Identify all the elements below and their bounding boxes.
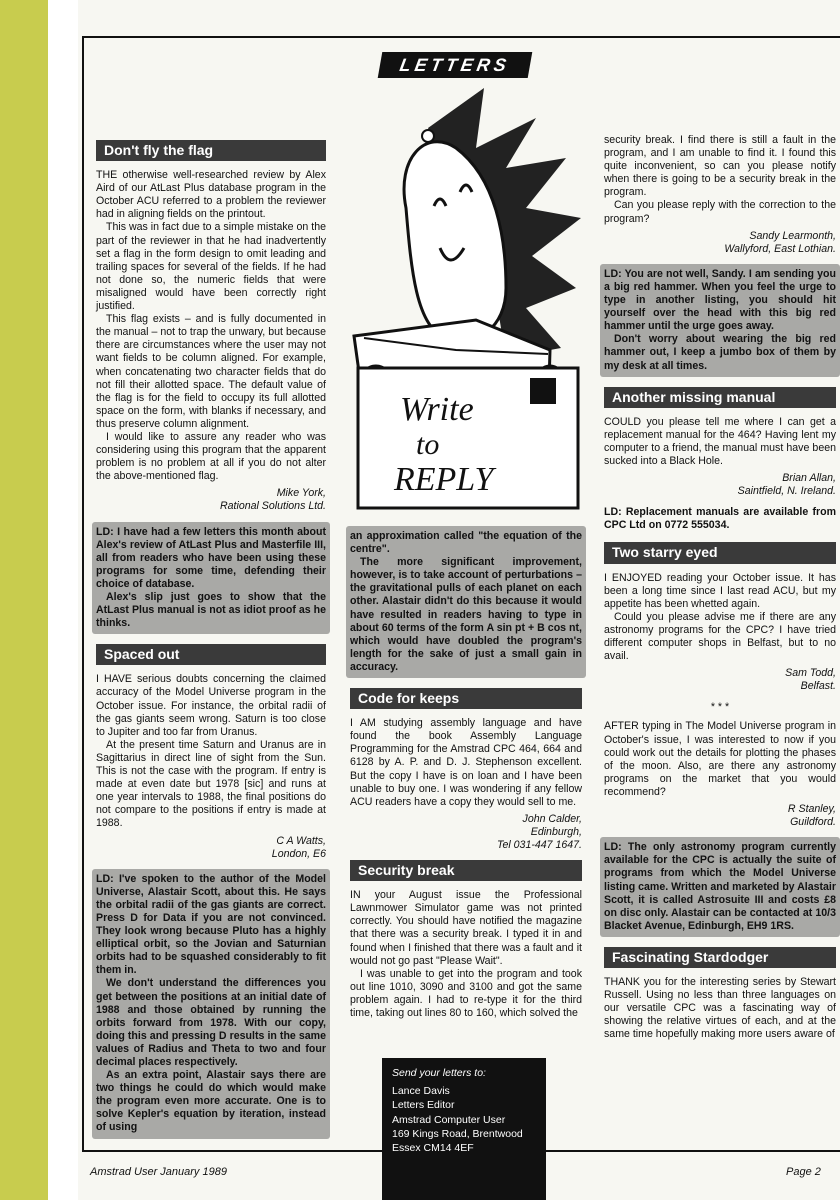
signature-name: Brian Allan, (782, 472, 836, 485)
editor-reply (92, 869, 330, 1139)
editor-reply-text: LD: Replacement manuals are available from CPC Ltd on 0772 555034. (604, 506, 836, 532)
editor-reply-text: an approximation called "the equation of the centre". (350, 530, 582, 556)
address-line: Letters Editor (392, 1099, 455, 1112)
column-1 (96, 140, 326, 1149)
signature-name: R Stanley, (787, 803, 836, 816)
signature-phone: Tel 031-447 1647. (496, 838, 582, 851)
body-paragraph: I was unable to get into the program and took out line 1010, 3090 and 3100 and got the same problem again. I had to re-type it for the third time, taking out lines 80 to 160, which solved the (350, 967, 582, 1019)
page-margin (48, 0, 78, 1200)
signature (604, 667, 836, 693)
illus-text-write: Write (400, 391, 474, 428)
editor-reply-text: LD: You are not well, Sandy. I am sending you a big red hammer. When you feel the urge to type in another listing, you should hit yourself over the head with this big red hammer until the urge goes away. (604, 267, 836, 333)
editor-reply (92, 522, 330, 635)
signature (350, 813, 582, 852)
body-paragraph: AFTER typing in The Model Universe program in October's issue, I was interested to now if you could work out the details for plotting the phases of the moon. Also, are there any astronomy programs on the market that you would recommend? (604, 720, 836, 798)
signature-name: Sam Todd, (785, 667, 836, 680)
signature-name: Sandy Learmonth, (749, 229, 836, 242)
signature (96, 487, 326, 513)
signature (604, 803, 836, 829)
address-line: Essex CM14 4EF (392, 1142, 474, 1155)
body-paragraph: Can you please reply with the correction to the program? (604, 199, 836, 225)
illus-text-reply: REPLY (394, 461, 494, 498)
address-line: Lance Davis (392, 1085, 450, 1098)
separator-stars: * * * (710, 701, 730, 714)
body-paragraph: At the present time Saturn and Uranus are in Sagittarius in direct line of sight from the Sun. This is not the case with the program. If entry is made at even date but 1978 [sic] and runs at one year intervals to 1988, the final positions do not compare to the positions if entry is made at 1988. (96, 738, 326, 830)
body-paragraph: COULD you please tell me where I can get a replacement manual for the 464? Having lent my computer to a friend, the manual must have been sucked into a Black Hole. (604, 415, 836, 467)
body-paragraph: This flag exists – and is fully documented in the manual – not to trap the unwary, but because there are circumstances where the user may not want fields to be column aligned. For example, when concatenating two character fields that do not fill their allotted space. The default value of the flag is for the field to occupy its full allotted space on the form, with blanks if necessary, and thus preserve column alignment. (96, 313, 326, 430)
footer-page-number: Page 2 (786, 1166, 821, 1178)
signature-name: Mike York, (276, 487, 326, 500)
editor-reply-text: We don't understand the differences you get between the positions at an initial date of 1988 and those obtained by running the orbits forward from 1978. With our copy, doing this and pressing D results in the same values of Radius and Theta to two and four decimal places respectively. (96, 977, 326, 1068)
editor-reply-text: Alex's slip just goes to show that the AtLast Plus manual is not as idiot proof as he thinks. (96, 591, 326, 630)
address-line: 169 Kings Road, Brentwood (392, 1127, 523, 1140)
signature-name: John Calder, (522, 812, 582, 825)
signature-name: C A Watts, (276, 834, 326, 847)
section-banner: LETTERS (378, 52, 533, 78)
address-line: Amstrad Computer User (392, 1113, 506, 1126)
editor-reply (600, 264, 840, 377)
illus-text-to: to (416, 428, 440, 461)
body-paragraph: security break. I find there is still a fault in the program, and I am unable to find it. I found this quite inconvenient, so can you please notify when there is going to be a security break in the program. (604, 134, 836, 199)
editor-reply (600, 837, 840, 937)
signature (604, 230, 836, 256)
editor-reply-text: As an extra point, Alastair says there are two things he could do which would make the program even more accurate. One is to solve Kepler's equation by iteration, instead of using (96, 1069, 326, 1134)
headline-dont-fly-the-flag: Don't fly the flag (96, 140, 326, 161)
body-paragraph: I ENJOYED reading your October issue. It has been a long time since I last read ACU, but my appetite has been whetted again. (604, 571, 836, 610)
body-paragraph: I HAVE serious doubts concerning the claimed accuracy of the Model Universe program in the October issue. For instance, the orbital radii of the gas giants seem wrong. Saturn is too close to Jupiter and too far from Uranus. (96, 673, 326, 738)
signature-org: Rational Solutions Ltd. (219, 500, 326, 513)
body-paragraph: THANK you for the interesting series by Stewart Russell. Using no less than three languages on our versatile CPC was a fascinating way of showing the relative virtues of each, and at the same time hopefully making more users aware of (604, 975, 836, 1041)
editor-reply-text: LD: I've spoken to the author of the Model Universe, Alastair Scott, about this. He says the orbital radii of the gas giants are correct. Press D for Data if you are not convinced. They look wrong because Pluto has a highly elliptical orbit, so the Jovian and Saturnian orbits had to be squashed considerably to fit them in. (96, 872, 326, 977)
body-paragraph: THE otherwise well-researched review by Alex Aird of our AtLast Plus database program in the October ACU referred to a problem the reviewer had in aligning fields on the printout. (96, 169, 326, 221)
body-paragraph: This was in fact due to a simple mistake on the part of the reviewer in that he had inadvertently set a flag in the form design to omit leading and trailing spaces for several of the fields. If he had not done so, the numeric fields that were misaligned would have been correctly right justified. (96, 221, 326, 313)
signature (604, 472, 836, 498)
signature-place: Guildford. (790, 816, 836, 829)
headline-another-missing-manual: Another missing manual (604, 387, 836, 408)
footer-issue: Amstrad User January 1989 (90, 1166, 227, 1178)
editor-reply-text: The more significant improvement, however, is to take account of perturbations – the gravitational pulls of each planet on each other. Alastair didn't do this because it would have resulted in readers having to type in about 60 terms of the form A sin pt + B cos nt, which would have doubled the program's length for the sake of just a small gain in accuracy. (350, 556, 582, 673)
body-paragraph: I would like to assure any reader who was considering using this program that the apparent problem is no problem at all if you do not alter the above-mentioned flag. (96, 430, 326, 483)
column-2 (350, 520, 582, 1020)
signature (96, 835, 326, 861)
column-3 (604, 134, 836, 1041)
headline-security-break: Security break (350, 860, 582, 881)
editor-reply-text: LD: I have had a few letters this month about Alex's review of AtLast Plus and Masterfile III, all from readers who have been using these programs for some time, defending their choice of database. (96, 525, 326, 590)
send-letters-box (382, 1058, 546, 1200)
body-paragraph: I AM studying assembly language and have found the book Assembly Language Programming for the Amstrad CPC 464, 664 and 6128 by A. P. and D. J. Stephenson excellent. But the copy I have is on loan and I have been unable to buy one. I was wondering if any fellow ACU readers have a copy they would sell to me. (350, 717, 582, 808)
signature-place: Wallyford, East Lothian. (724, 242, 836, 255)
editor-reply (346, 526, 586, 678)
editor-reply-text: Don't worry about wearing the big red hammer out, I keep a jumbo box of them by my desk at all times. (604, 333, 836, 372)
headline-spaced-out: Spaced out (96, 644, 326, 665)
binding-strip (0, 0, 48, 1200)
headline-two-starry-eyed: Two starry eyed (604, 542, 836, 563)
hedgehog-illustration (336, 88, 596, 516)
frame-top-rule (82, 36, 840, 38)
headline-code-for-keeps: Code for keeps (350, 688, 582, 709)
frame-left-rule (82, 36, 84, 1152)
send-letters-title: Send your letters to: (392, 1067, 486, 1079)
editor-reply-text: LD: The only astronomy program currently available for the CPC is actually the suite of programs from which the Model Universe listing came. Written and marketed by Alastair Scott, it is called Astrosuite III and costs £8 on disc only. Alastair can be contacted at 10/3 Blacket Avenue, Edinburgh, EH9 1RS. (604, 841, 836, 932)
headline-fascinating-stardodger: Fascinating Stardodger (604, 947, 836, 968)
body-paragraph: Could you please advise me if there are any astronomy programs for the CPC? I have tried different computer shops in Belfast, but to no avail. (604, 610, 836, 663)
body-paragraph: IN your August issue the Professional Lawnmower Simulator game was not printed correctly. You should have notified the magazine that there was a security break. I typed it in and found when I finished that there was a fault and it would not go past "Please Wait". (350, 889, 582, 967)
signature-place: Belfast. (800, 680, 836, 693)
signature-place: Edinburgh, (530, 825, 582, 838)
signature-place: Saintfield, N. Ireland. (737, 485, 836, 498)
signature-place: London, E6 (271, 847, 326, 860)
